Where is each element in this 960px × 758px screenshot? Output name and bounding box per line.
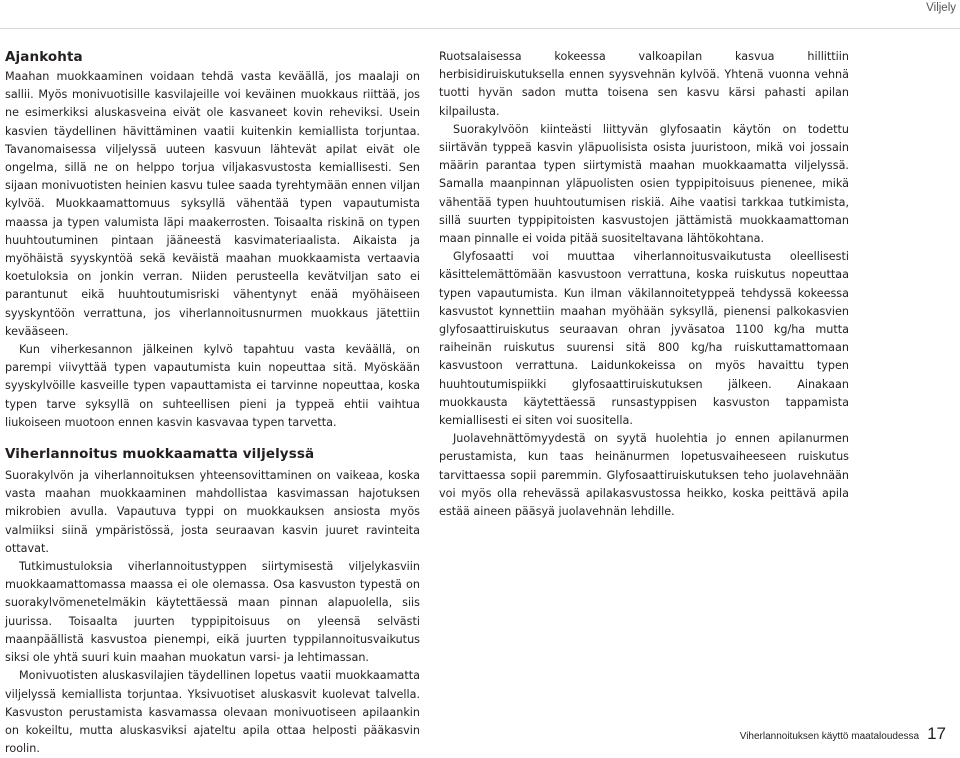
section-heading-viherlannoitus: Viherlannoitus muokkaamatta viljelyssä: [5, 446, 315, 463]
paragraph: Monivuotisten aluskasvilajien täydellinen lopetus vaatii muokkaamatta viljelyssä kemiallista torjuntaa. Yksivuotiset aluskasvit kuolevat talvella. Kasvuston perustamista kasvamassa olevaan monivuotiseen apilaankin on kokeiltu, mutta aluskasviksi ajateltu apila ottaa helposti pääkasvin roolin.: [5, 669, 420, 756]
section-heading-ajankohta: Ajankohta: [5, 49, 83, 65]
paragraph: Juolavehnättömyydestä on syytä huolehtia jo ennen apilanurmen perustamista, kun taas heinänurmen lopetusvaiheeseen ruiskutus tarvittaessa sopii paremmin. Glyfosaattiruiskutuksen teho juolavehnään voi myös olla rehevässä apilakasvustossa heikko, koska peittävä apila estää aineen pääsyä juolavehnän lehdille.: [439, 432, 849, 519]
paragraph: Kun viherkesannon jälkeinen kylvö tapahtuu vasta keväällä, on parempi viivyttää typen vapautumista kuin nopeuttaa sitä. Myöskään syyskylvöille kasveille typen vapauttamista ei tarvinne nopeuttaa, koska typen tarve syksyllä on suhteellisen pieni ja typpeä ehtii vaihtua liukoiseen muotoon ennen kasvin kasvavaa typen tarvetta.: [5, 343, 420, 429]
paragraph: Tutkimustuloksia viherlannoitustyppen siirtymisestä viljelykasviin muokkaamattomassa maassa ei ole olemassa. Osa kasvuston typestä on suorakylvömenetelmäkin käytettäessä maan pinnan alapuolella, siis juurissa. Toisaalta juurten typpipitoisuus on yleensä selvästi maanpäällistä kasvustoa pienempi, eikä juurten typpilannoitusvaikutus siksi ole yhtä suuri kuin maahan muokatun varsi- ja lehtimassan.: [5, 560, 420, 665]
left-column: [5, 48, 420, 758]
page-footer: [740, 724, 946, 744]
paragraph: Suorakylvöön kiinteästi liittyvän glyfosaatin käytön on todettu siirtävän typpeä kasvin yläpuolisista osista juuristoon, mikä voi jossain määrin parantaa typen siirtymistä maahan muokkaamatta viljelyssä. Samalla maanpinnan yläpuolisten osien typpipitoisuus pienenee, mikä vähentää typen huuhtoutumisen riskiä. Aihe vaatisi tarkkaa tutkimista, sillä suurten typpipitoisten kasvustojen jättämistä muokkaamattoman maan pinnalle ei voida pitää suositeltavana lähtökohtana.: [439, 122, 849, 246]
header-rule: [0, 28, 960, 29]
running-head: Viljely: [926, 2, 956, 14]
paragraph: Ruotsalaisessa kokeessa valkoapilan kasvua hillittiin herbisidiruiskutuksella ennen syysvehnän kylvöä. Yhtenä vuonna vehnä tuotti hyvän sadon mutta toisena sen kasvu kärsi pahasti apilan kilpailusta.: [439, 50, 849, 118]
page-number: 17: [927, 724, 946, 743]
right-column: [439, 48, 849, 521]
paragraph: Suorakylvön ja viherlannoituksen yhteensovittaminen on vaikeaa, koska vasta maahan muokkaaminen mahdollistaa kasvimassan hajotuksen mikrobien avulla. Vapautuva typpi on muokkauksen ansiosta myös valmiiksi siinä ympäristössä, josta seuraavan kasvin juuret ravinteita ottavat.: [5, 469, 420, 555]
paragraph: Maahan muokkaaminen voidaan tehdä vasta keväällä, jos maalaji on sallii. Myös monivuotisille kasvilajeille voi keväinen muokkaus riittää, jos ne esimerkiksi aluskasveina eivät ole kasvaneet kovin reheviksi. Usein kasvien täydellinen hävittäminen vaatii kuitenkin kemiallista torjuntaa. Tavanomaisessa viljelyssä uuteen kasvuun lähtevät apilat eivät ole ongelma, sillä ne on helppo torjua viljakasvustosta kemiallisesti. Sen sijaan monivuotisten heinien kasvu tulee saada tyrehtymään ennen viljan kylvöä. Muokkaamattomuus syksyllä vähentää typen vapautumista maassa ja typen valumista läpi maakerrosten. Toisaalta riskinä on typen huuhtoutuminen pintaan jääneestä kasvimateriaalista. Aikaista ja myöhäistä syyskyntöä sekä keväistä maahan muokkaamista vertaavia koetuloksia on jonkin verran. Niiden perusteella kevätviljan sato ei parantunut eikä huuhtoutumisriski vähentynyt enää myöhäiseen syyskyntöön verrattuna, jos viherlannoitusnurmen muokkaus jätettiin kevääseen.: [5, 70, 420, 338]
paragraph: Glyfosaatti voi muuttaa viherlannoitusvaikutusta oleellisesti käsittelemättömään kasvustoon verrattuna, koska ruiskutus nopeuttaa typen vapautumista. Kun ilman väkilannoitetyppeä tehdyssä kokeessa kasvustot kynnettiin maahan myöhään syksyllä, pienensi palkokasvien glyfosaattiruiskutus seuraavan ohran jyväsatoa 1100 kg/ha mutta raiheinän ruiskutus suurensi sitä 800 kg/ha ruiskuttamattomaan kasvustoon verrattuna. Laidunkokeissa on myös havaittu typen huuhtoutumispiikki glyfosaattiruiskutuksen jälkeen. Ainakaan muokkausta käytettäessä runsastyppisen kasvuston tappamista kemiallisesti ei siten voi suositella.: [439, 250, 849, 428]
footer-title: Viherlannoituksen käyttö maataloudessa: [739, 731, 920, 742]
